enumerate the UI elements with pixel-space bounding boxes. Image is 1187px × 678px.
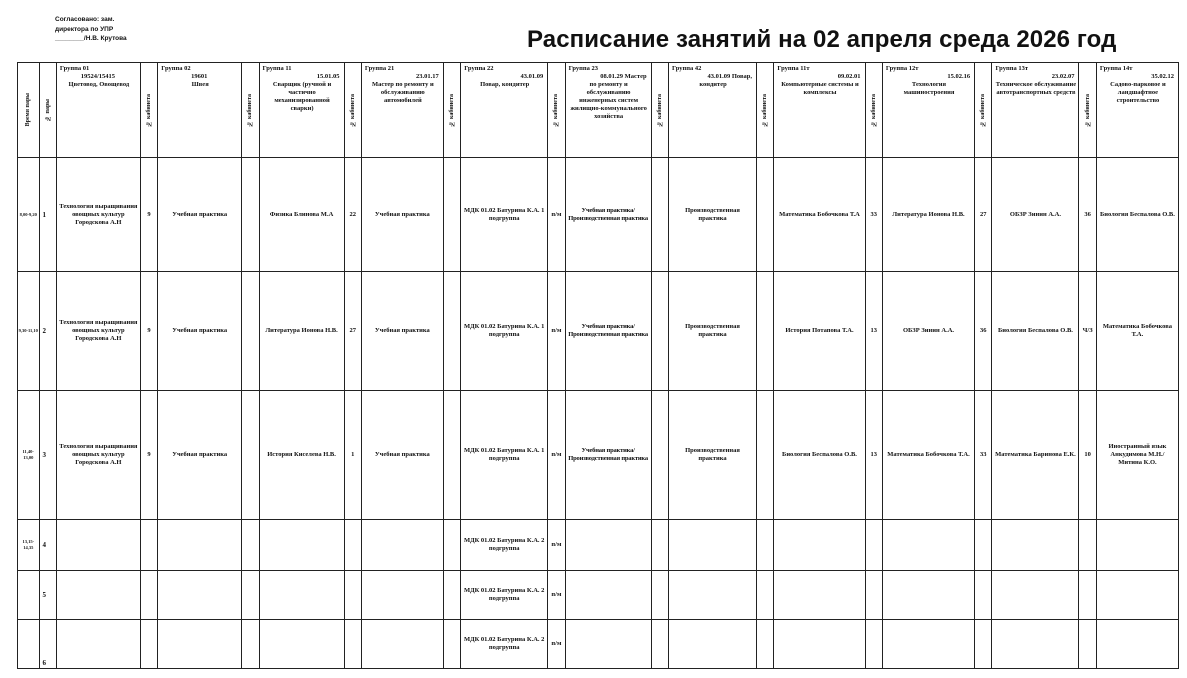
room-cell: 9 bbox=[140, 158, 157, 272]
room-header: № кабинета bbox=[651, 63, 668, 158]
lesson-cell bbox=[774, 620, 865, 669]
approval-line: директора по УПР bbox=[55, 25, 114, 33]
room-header: № кабинета bbox=[548, 63, 565, 158]
room-cell bbox=[757, 571, 774, 620]
room-cell bbox=[757, 391, 774, 520]
lesson-cell: Литература Ионова Н.В. bbox=[882, 158, 974, 272]
room-cell: 27 bbox=[344, 272, 361, 391]
lesson-cell bbox=[882, 520, 974, 571]
lesson-cell bbox=[1096, 520, 1178, 571]
room-cell bbox=[344, 520, 361, 571]
lesson-cell: Учебная практика bbox=[361, 272, 443, 391]
lesson-cell: Математика Бобочкова Т.А bbox=[774, 158, 865, 272]
room-cell bbox=[242, 571, 259, 620]
room-cell bbox=[975, 571, 992, 620]
lesson-cell bbox=[668, 571, 756, 620]
room-cell: 36 bbox=[975, 272, 992, 391]
room-cell: 13 bbox=[865, 391, 882, 520]
room-cell: 1 bbox=[344, 391, 361, 520]
room-header: № кабинета bbox=[140, 63, 157, 158]
lesson-cell: МДК 01.02 Батурина К.А. 1 подгруппа bbox=[461, 158, 548, 272]
lesson-cell: Биология Беспалова О.В. bbox=[1096, 158, 1178, 272]
room-cell bbox=[865, 571, 882, 620]
room-cell bbox=[140, 571, 157, 620]
group-header: Группа 14т 35.02.12 Садово-парковое и ландшафтное строительство bbox=[1096, 63, 1178, 158]
room-cell: п/м bbox=[548, 158, 565, 272]
room-cell: п/м bbox=[548, 520, 565, 571]
lesson-cell bbox=[992, 620, 1079, 669]
lesson-cell: Учебная практика/Производственная практика bbox=[565, 158, 651, 272]
lesson-cell bbox=[158, 620, 242, 669]
room-header: № кабинета bbox=[865, 63, 882, 158]
room-cell: 36 bbox=[1079, 158, 1096, 272]
pair-number-cell: 3 bbox=[39, 391, 56, 520]
room-cell bbox=[443, 571, 460, 620]
room-cell bbox=[757, 272, 774, 391]
group-header: Группа 23 08.01.29 Мастер по ремонту и обслуживанию инженерных систем жилищно-коммунального хозяйства bbox=[565, 63, 651, 158]
room-header: № кабинета bbox=[757, 63, 774, 158]
lesson-cell: ОБЗР Зинин А.А. bbox=[992, 158, 1079, 272]
room-cell bbox=[443, 158, 460, 272]
room-cell: 33 bbox=[865, 158, 882, 272]
room-cell bbox=[344, 620, 361, 669]
pair-number-cell: 2 bbox=[39, 272, 56, 391]
group-header: Группа 01 19524/15415 Цветовод, Овощевод bbox=[56, 63, 140, 158]
room-cell bbox=[651, 391, 668, 520]
pair-number-cell: 4 bbox=[39, 520, 56, 571]
room-cell bbox=[443, 620, 460, 669]
room-header: № кабинета bbox=[344, 63, 361, 158]
lesson-cell bbox=[992, 520, 1079, 571]
lesson-cell bbox=[259, 620, 344, 669]
room-cell bbox=[651, 158, 668, 272]
room-cell bbox=[1079, 620, 1096, 669]
room-cell bbox=[975, 620, 992, 669]
lesson-cell: Учебная практика/Производственная практика bbox=[565, 391, 651, 520]
room-header: № кабинета bbox=[1079, 63, 1096, 158]
lesson-cell bbox=[158, 520, 242, 571]
lesson-cell: Иностранный язык Анкудимова М.Н./Митина К.О. bbox=[1096, 391, 1178, 520]
lesson-cell: Биология Беспалова О.В. bbox=[774, 391, 865, 520]
lesson-cell bbox=[882, 571, 974, 620]
lesson-cell: История Киселева Н.В. bbox=[259, 391, 344, 520]
room-cell bbox=[140, 520, 157, 571]
lesson-cell: МДК 01.02 Батурина К.А. 2 подгруппа bbox=[461, 571, 548, 620]
room-cell bbox=[443, 520, 460, 571]
group-header: Группа 22 43.01.09 Повар, кондитер bbox=[461, 63, 548, 158]
lesson-cell bbox=[1096, 571, 1178, 620]
lesson-cell bbox=[774, 520, 865, 571]
room-cell: п/м bbox=[548, 571, 565, 620]
room-cell bbox=[865, 620, 882, 669]
room-cell: 13 bbox=[865, 272, 882, 391]
lesson-cell bbox=[668, 520, 756, 571]
lesson-cell: МДК 01.02 Батурина К.А. 2 подгруппа bbox=[461, 620, 548, 669]
lesson-cell: МДК 01.02 Батурина К.А. 1 подгруппа bbox=[461, 391, 548, 520]
group-header: Группа 13т 23.02.07 Техническое обслуживание автотранспортных средств bbox=[992, 63, 1079, 158]
group-header: Группа 42 43.01.09 Повар, кондитер bbox=[668, 63, 756, 158]
approval-line: Согласовано: зам. bbox=[55, 16, 115, 23]
room-cell: Ч/З bbox=[1079, 272, 1096, 391]
room-cell: п/м bbox=[548, 391, 565, 520]
room-cell: 27 bbox=[975, 158, 992, 272]
room-cell: п/м bbox=[548, 272, 565, 391]
lesson-cell: Производственная практика bbox=[668, 391, 756, 520]
group-header: Группа 11т 09.02.01 Компьютерные системы и комплексы bbox=[774, 63, 865, 158]
table-row bbox=[18, 391, 1179, 520]
room-cell: 9 bbox=[140, 272, 157, 391]
lesson-cell bbox=[668, 620, 756, 669]
lesson-cell bbox=[361, 520, 443, 571]
room-cell bbox=[242, 391, 259, 520]
lesson-cell: Математика Баринова Е.К. bbox=[992, 391, 1079, 520]
page-title: Расписание занятий на 02 апреля среда 2026 год bbox=[527, 26, 1117, 53]
room-cell bbox=[975, 520, 992, 571]
lesson-cell: Технология выращивания овощных культур Городскова А.Н bbox=[56, 391, 140, 520]
time-header: Время пары bbox=[18, 63, 40, 158]
lesson-cell: Учебная практика/Производственная практика bbox=[565, 272, 651, 391]
lesson-cell bbox=[158, 571, 242, 620]
pair-number-cell: 5 bbox=[39, 571, 56, 620]
lesson-cell bbox=[882, 620, 974, 669]
room-cell bbox=[865, 520, 882, 571]
lesson-cell bbox=[259, 520, 344, 571]
room-cell bbox=[1079, 520, 1096, 571]
time-cell: 13,15-14,35 bbox=[18, 520, 40, 571]
room-cell bbox=[242, 520, 259, 571]
room-cell bbox=[757, 620, 774, 669]
lesson-cell bbox=[565, 620, 651, 669]
table-row bbox=[18, 571, 1179, 620]
room-cell bbox=[242, 272, 259, 391]
lesson-cell bbox=[774, 571, 865, 620]
approval-line: ________/Н.В. Крутова bbox=[55, 35, 127, 42]
lesson-cell bbox=[1096, 620, 1178, 669]
lesson-cell: Производственная практика bbox=[668, 272, 756, 391]
room-header: № кабинета bbox=[975, 63, 992, 158]
room-cell bbox=[344, 571, 361, 620]
lesson-cell: История Потапова Т.А. bbox=[774, 272, 865, 391]
room-cell bbox=[1079, 571, 1096, 620]
room-cell: 9 bbox=[140, 391, 157, 520]
room-cell bbox=[242, 158, 259, 272]
pair-number-cell: 6 bbox=[39, 620, 56, 669]
group-header: Группа 12т 15.02.16 Технология машиностроения bbox=[882, 63, 974, 158]
lesson-cell: МДК 01.02 Батурина К.А. 2 подгруппа bbox=[461, 520, 548, 571]
lesson-cell: Учебная практика bbox=[158, 391, 242, 520]
group-header: Группа 21 23.01.17 Мастер по ремонту и обслуживанию автомобилей bbox=[361, 63, 443, 158]
pair-number-cell: 1 bbox=[39, 158, 56, 272]
lesson-cell: Биология Беспалова О.В. bbox=[992, 272, 1079, 391]
lesson-cell: Литература Ионова Н.В. bbox=[259, 272, 344, 391]
lesson-cell: Учебная практика bbox=[158, 272, 242, 391]
lesson-cell: Математика Бобочкова Т.А. bbox=[882, 391, 974, 520]
lesson-cell bbox=[56, 520, 140, 571]
lesson-cell: Производственная практика bbox=[668, 158, 756, 272]
room-cell: п/м bbox=[548, 620, 565, 669]
table-row bbox=[18, 272, 1179, 391]
group-header: Группа 02 19601 Швея bbox=[158, 63, 242, 158]
table-row bbox=[18, 158, 1179, 272]
group-header: Группа 11 15.01.05 Сварщик (ручной и частично механизированной сварки) bbox=[259, 63, 344, 158]
time-cell bbox=[18, 571, 40, 620]
pair-header: № пары bbox=[39, 63, 56, 158]
lesson-cell bbox=[56, 571, 140, 620]
table-row bbox=[18, 520, 1179, 571]
table-row bbox=[18, 620, 1179, 669]
room-cell: 10 bbox=[1079, 391, 1096, 520]
lesson-cell bbox=[361, 571, 443, 620]
lesson-cell bbox=[56, 620, 140, 669]
room-cell bbox=[443, 391, 460, 520]
schedule-table bbox=[17, 62, 1179, 669]
time-cell: 8,00-9,20 bbox=[18, 158, 40, 272]
lesson-cell: Математика Бобочкова Т.А. bbox=[1096, 272, 1178, 391]
room-header: № кабинета bbox=[242, 63, 259, 158]
room-cell bbox=[140, 620, 157, 669]
lesson-cell: Учебная практика bbox=[361, 391, 443, 520]
lesson-cell bbox=[992, 571, 1079, 620]
room-cell bbox=[757, 158, 774, 272]
room-cell bbox=[651, 520, 668, 571]
time-cell bbox=[18, 620, 40, 669]
lesson-cell: Учебная практика bbox=[158, 158, 242, 272]
lesson-cell: МДК 01.02 Батурина К.А. 1 подгруппа bbox=[461, 272, 548, 391]
header-row bbox=[18, 63, 1179, 158]
room-cell bbox=[651, 571, 668, 620]
room-cell: 33 bbox=[975, 391, 992, 520]
time-cell: 9,30-11,10 bbox=[18, 272, 40, 391]
room-cell bbox=[242, 620, 259, 669]
room-cell bbox=[757, 520, 774, 571]
lesson-cell bbox=[259, 571, 344, 620]
lesson-cell bbox=[565, 571, 651, 620]
room-header: № кабинета bbox=[443, 63, 460, 158]
approval-block bbox=[55, 15, 165, 44]
room-cell bbox=[443, 272, 460, 391]
room-cell bbox=[651, 272, 668, 391]
lesson-cell: Учебная практика bbox=[361, 158, 443, 272]
lesson-cell: Технология выращивания овощных культур Городскова А.Н bbox=[56, 158, 140, 272]
lesson-cell bbox=[361, 620, 443, 669]
time-cell: 11,40-13,00 bbox=[18, 391, 40, 520]
lesson-cell: ОБЗР Зинин А.А. bbox=[882, 272, 974, 391]
lesson-cell: Физика Блинова М.А bbox=[259, 158, 344, 272]
room-cell: 22 bbox=[344, 158, 361, 272]
room-cell bbox=[651, 620, 668, 669]
lesson-cell: Технология выращивания овощных культур Городскова А.Н bbox=[56, 272, 140, 391]
lesson-cell bbox=[565, 520, 651, 571]
